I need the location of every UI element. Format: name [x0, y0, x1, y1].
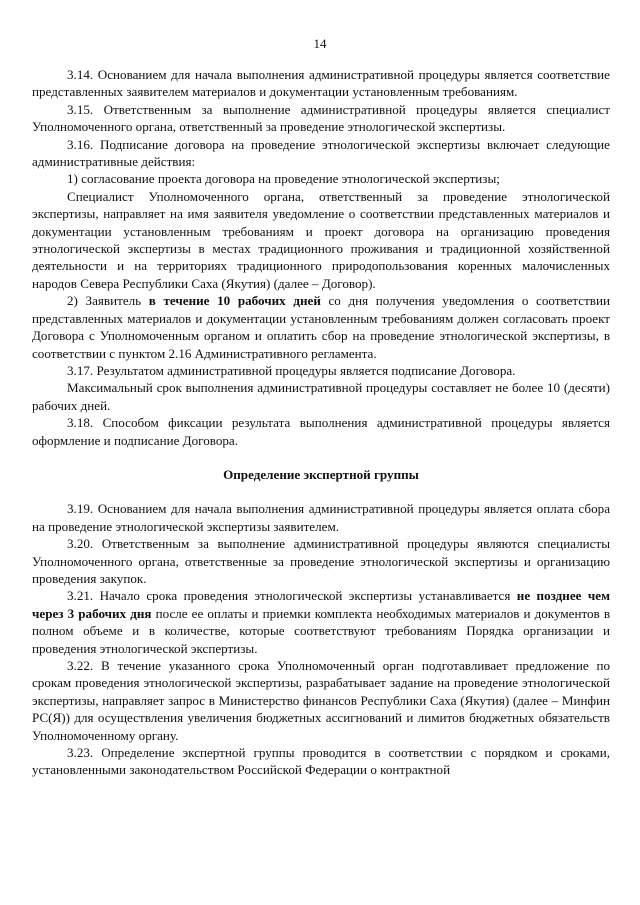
- text-segment: 1) согласование проекта договора на проведение этнологической экспертизы;: [67, 171, 500, 187]
- text-segment: 2) Заявитель: [67, 293, 149, 309]
- text-segment: 3.18. Способом фиксации результата выполнения административной процедуры является оформление и подписание Договора.: [32, 415, 610, 448]
- paragraph: [32, 136, 610, 171]
- paragraph: [32, 188, 610, 292]
- text-segment: со дня получения уведомления о соответствии представленных материалов и документации установленным требованиям должен согласовать проект Договора с Уполномоченным органом и оплатить сбор на проведение этнологической экспертизы, в соответствии с пунктом 2.16 Административного регламента.: [32, 293, 610, 361]
- text-segment: 3.17. Результатом административной процедуры является подписание Договора.: [67, 362, 516, 378]
- bold-text: в течение 10 рабочих дней: [148, 293, 321, 309]
- paragraph: [32, 170, 610, 187]
- page-number: 14: [313, 36, 327, 51]
- paragraph: [32, 66, 610, 101]
- text-segment: 3.19. Основанием для начала выполнения административной процедуры является оплата сбора на проведение этнологической экспертизы заявителем.: [32, 501, 610, 534]
- text-segment: Специалист Уполномоченного органа, ответственный за проведение этнологической экспертизы, направляет на имя заявителя уведомление о соответствии представленных материалов и документации установленным требованиям и проект договора на организацию проведения этнологической экспертизы в местах традиционного проживания и традиционной хозяйственной деятельности и на территориях традиционного природопользования коренных малочисленных народов Севера Республики Саха (Якутия) (далее – Договор).: [32, 188, 610, 291]
- section-before: [32, 66, 610, 449]
- paragraph: [32, 500, 610, 535]
- text-segment: 3.16. Подписание договора на проведение этнологической экспертизы включает следующие административные действия:: [32, 136, 610, 170]
- text-segment: 3.15. Ответственным за выполнение административной процедуры является специалист Уполномоченного органа, ответственный за проведение этнологической экспертизы.: [32, 101, 610, 135]
- section-heading: Определение экспертной группы: [223, 466, 419, 482]
- paragraph: [32, 362, 610, 379]
- text-segment: после ее оплаты и приемки комплекта необходимых материалов и документов в полном объеме и в количестве, которые соответствуют требованиям Порядка организации и проведения этнологической экспертизы.: [32, 605, 610, 656]
- paragraph: [32, 414, 610, 449]
- paragraph: [32, 101, 610, 136]
- document-body: [32, 66, 610, 779]
- paragraph: [32, 379, 610, 414]
- text-segment: 3.14. Основанием для начала выполнения административной процедуры является соответствие представленных заявителем материалов и документации установленным требованиям.: [32, 67, 610, 100]
- paragraph: [32, 292, 610, 362]
- paragraph: [32, 657, 610, 744]
- bold-text: не позднее чем через 3 рабочих дня: [32, 588, 610, 621]
- text-segment: 3.20. Ответственным за выполнение административной процедуры являются специалисты Уполномоченного органа, ответственные за проведение этнологической экспертизы и организацию проведения закупок.: [32, 536, 610, 586]
- text-segment: 3.22. В течение указанного срока Уполномоченный орган подготавливает предложение по срокам проведения этнологической экспертизы, разрабатывает задание на проведение этнологической экспертизы, направляет запрос в Министерство финансов Республики Саха (Якутия) (далее – Минфин РС(Я)) для осуществления увеличения бюджетных ассигнований и лимитов бюджетных обязательств Уполномоченному органу.: [32, 658, 610, 743]
- section-after: [32, 500, 610, 779]
- text-segment: 3.23. Определение экспертной группы проводится в соответствии с порядком и сроками, установленными законодательством Российской Федерации о контрактной: [32, 745, 610, 778]
- paragraph: [32, 744, 610, 779]
- paragraph: [32, 535, 610, 587]
- paragraph: [32, 587, 610, 657]
- text-segment: 3.21. Начало срока проведения этнологической экспертизы устанавливается: [67, 588, 517, 604]
- text-segment: Максимальный срок выполнения административной процедуры составляет не более 10 (десяти) рабочих дней.: [32, 380, 610, 413]
